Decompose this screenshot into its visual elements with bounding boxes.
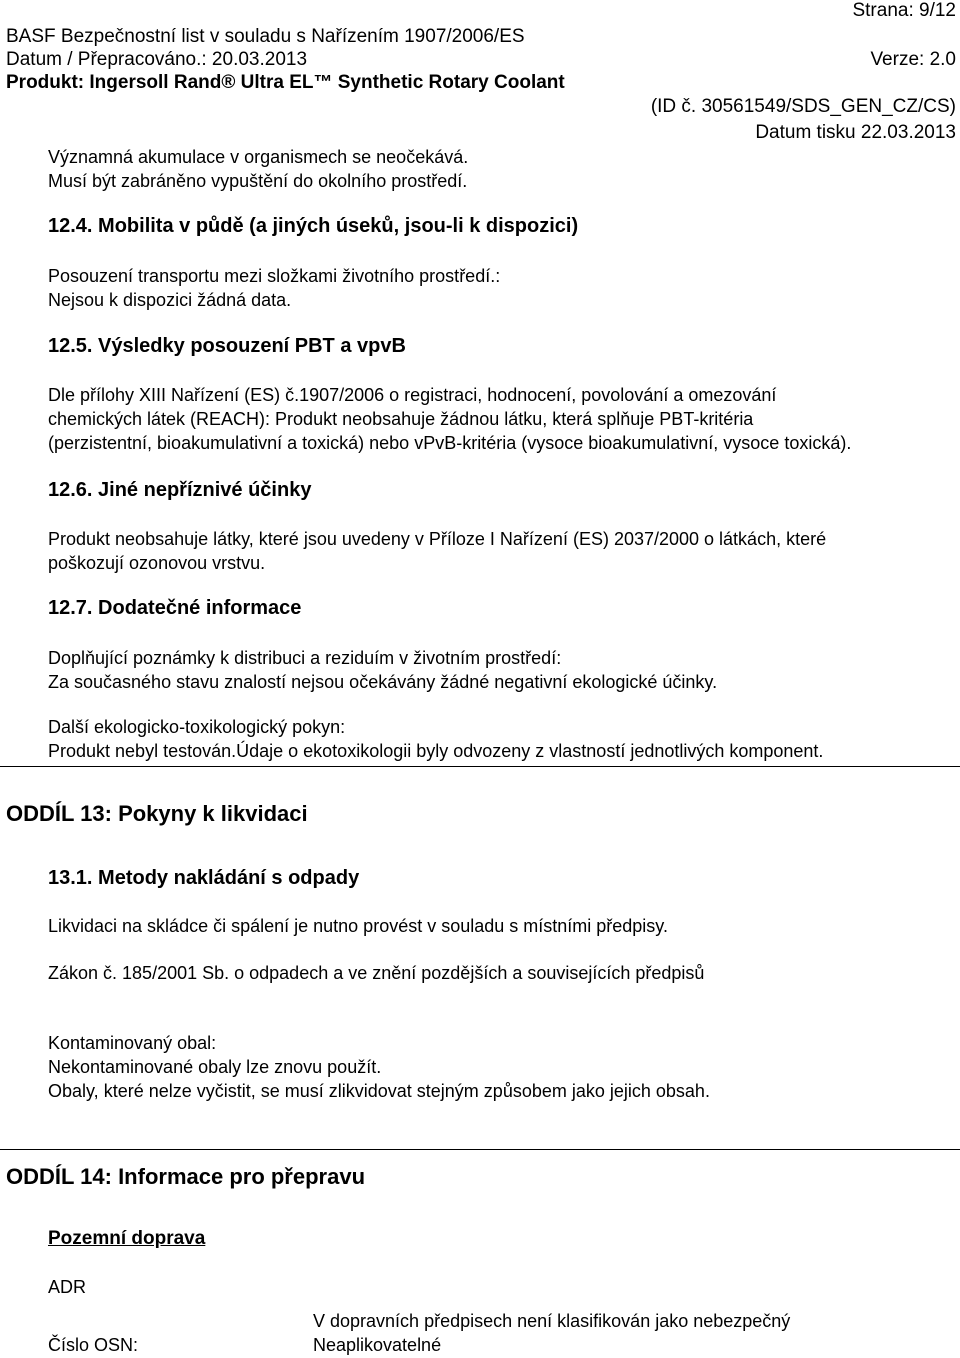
paragraph: Produkt neobsahuje látky, které jsou uvedeny v Příloze I Nařízení (ES) 2037/2000 o látkách, které bbox=[48, 529, 827, 549]
paragraph: Posouzení transportu mezi složkami životního prostředí.: bbox=[48, 266, 501, 286]
version: Verze: 2.0 bbox=[870, 49, 956, 70]
paragraph: chemických látek (REACH): Produkt neobsahuje žádnou látku, která splňuje PBT-kritéria bbox=[48, 409, 754, 429]
paragraph: Zákon č. 185/2001 Sb. o odpadech a ve znění pozdějších a souvisejících předpisů bbox=[48, 963, 705, 983]
subsection-heading-land-transport: Pozemní doprava bbox=[48, 1228, 206, 1249]
section-title-14: ODDÍL 14: Informace pro přepravu bbox=[6, 1164, 366, 1189]
paragraph: Produkt nebyl testován.Údaje o ekotoxikologii byly odvozeny z vlastností jednotlivých komponent. bbox=[48, 741, 824, 761]
revision-date: Datum / Přepracováno.: 20.03.2013 bbox=[6, 49, 308, 70]
paragraph: Nekontaminované obaly lze znovu použít. bbox=[48, 1057, 382, 1077]
subsection-heading-13-1: 13.1. Metody nakládání s odpady bbox=[48, 867, 360, 889]
paragraph: Likvidaci na skládce či spálení je nutno provést v souladu s místními předpisy. bbox=[48, 916, 668, 936]
document-id: (ID č. 30561549/SDS_GEN_CZ/CS) bbox=[650, 96, 956, 117]
paragraph: Za současného stavu znalostí nejsou očekávány žádné negativní ekologické účinky. bbox=[48, 672, 718, 692]
section-title-13: ODDÍL 13: Pokyny k likvidaci bbox=[6, 801, 308, 826]
paragraph: poškozují ozonovou vrstvu. bbox=[48, 553, 266, 573]
paragraph: (perzistentní, bioakumulativní a toxická) nebo vPvB-kritéria (vysoce bioakumulativní, vysoce toxická). bbox=[48, 433, 852, 453]
paragraph: Další ekologicko-toxikologický pokyn: bbox=[48, 717, 346, 737]
print-date: Datum tisku 22.03.2013 bbox=[755, 122, 956, 143]
paragraph: Významná akumulace v organismech se neočekává. bbox=[48, 147, 469, 167]
adr-label: ADR bbox=[48, 1277, 87, 1297]
product-name: Produkt: Ingersoll Rand® Ultra EL™ Synthetic Rotary Coolant bbox=[6, 72, 565, 93]
paragraph: Musí být zabráněno vypuštění do okolního prostředí. bbox=[48, 171, 468, 191]
paragraph: Doplňující poznámky k distribuci a reziduím v životním prostředí: bbox=[48, 648, 562, 668]
paragraph: Dle přílohy XIII Nařízení (ES) č.1907/2006 o registraci, hodnocení, povolování a omezování bbox=[48, 385, 777, 405]
un-number-value: Neaplikovatelné bbox=[313, 1335, 442, 1355]
subsection-heading-12-4: 12.4. Mobilita v půdě (a jiných úseků, jsou-li k dispozici) bbox=[48, 215, 579, 237]
paragraph: Nejsou k dispozici žádná data. bbox=[48, 290, 292, 310]
document-title: BASF Bezpečnostní list v souladu s Nařízením 1907/2006/ES bbox=[6, 26, 525, 47]
section-divider bbox=[0, 766, 960, 767]
adr-classification: V dopravních předpisech není klasifikován jako nebezpečný bbox=[313, 1311, 791, 1331]
section-divider bbox=[0, 1149, 960, 1150]
subsection-heading-12-6: 12.6. Jiné nepříznivé účinky bbox=[48, 479, 312, 501]
page-number: Strana: 9/12 bbox=[852, 0, 956, 21]
subsection-heading-12-5: 12.5. Výsledky posouzení PBT a vpvB bbox=[48, 335, 406, 357]
paragraph: Kontaminovaný obal: bbox=[48, 1033, 217, 1053]
un-number-label: Číslo OSN: bbox=[48, 1335, 139, 1355]
paragraph: Obaly, které nelze vyčistit, se musí zlikvidovat stejným způsobem jako jejich obsah. bbox=[48, 1081, 710, 1101]
subsection-heading-12-7: 12.7. Dodatečné informace bbox=[48, 597, 302, 619]
